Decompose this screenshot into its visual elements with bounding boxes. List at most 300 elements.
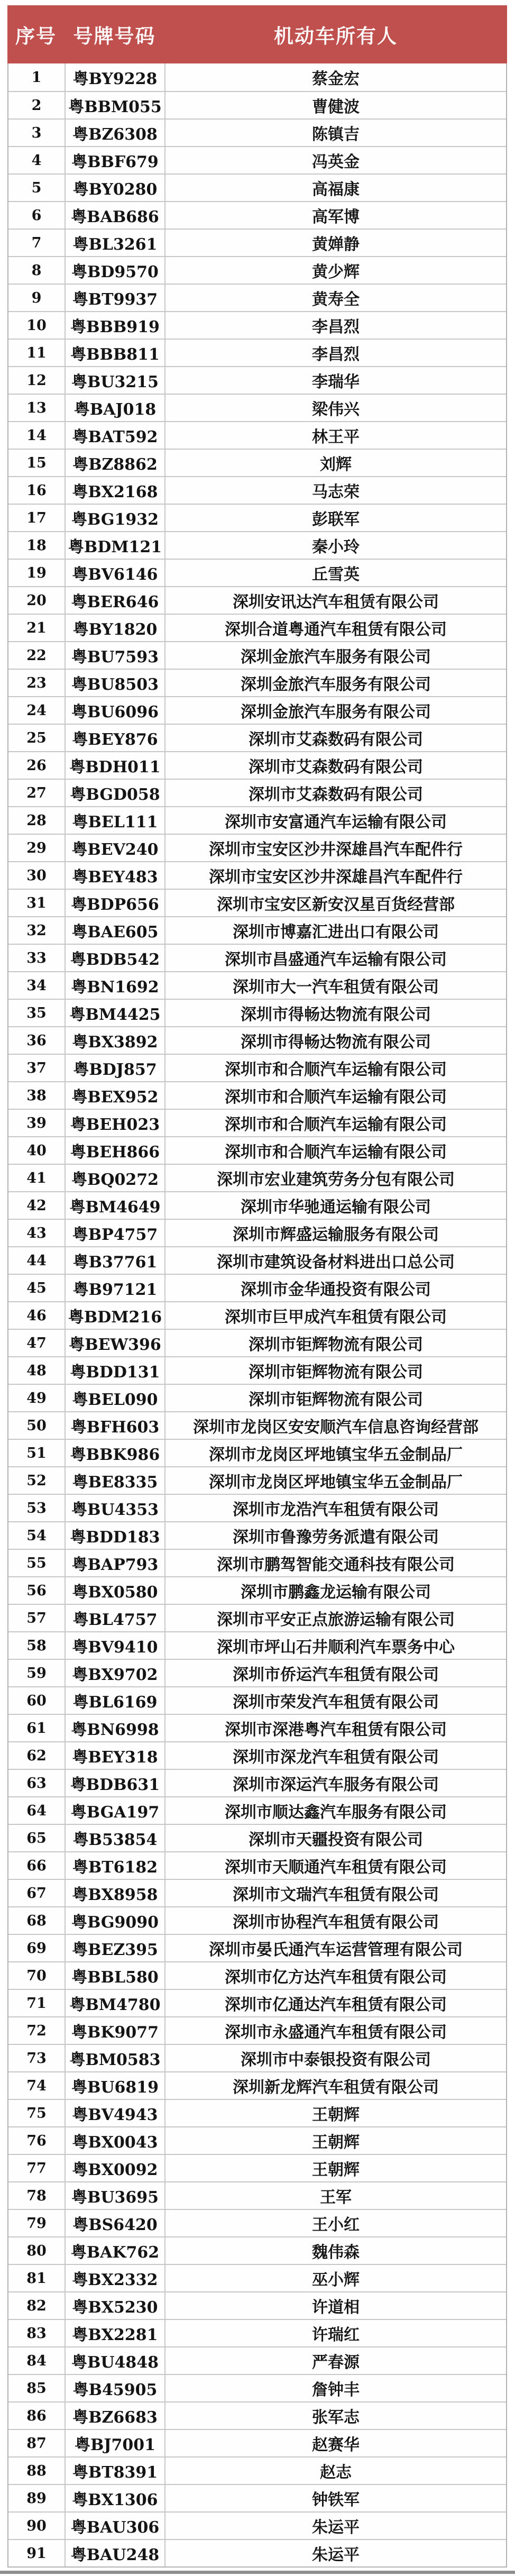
cell-plate: 粤BAK762 [66,2237,165,2264]
cell-serial: 67 [8,1880,66,1906]
table-row [8,2154,506,2181]
cell-plate: 粤BBM055 [66,92,165,118]
cell-serial: 28 [8,807,66,834]
cell-serial: 49 [8,1385,66,1411]
cell-plate: 粤BJ7001 [66,2430,165,2456]
cell-plate: 粤BDD183 [66,1522,165,1549]
table-row [8,2511,506,2539]
cell-serial: 1 [8,63,66,91]
cell-serial: 3 [8,120,66,146]
cell-plate: 粤B97121 [66,1275,165,1301]
cell-serial: 20 [8,587,66,614]
cell-serial: 72 [8,2017,66,2044]
cell-plate: 粤BD9570 [66,257,165,284]
cell-plate: 粤BP4757 [66,1220,165,1246]
cell-plate: 粤BX1306 [66,2485,165,2511]
table-row [8,586,506,614]
cell-plate: 粤B45905 [66,2375,165,2401]
cell-owner: 深圳市钜辉物流有限公司 [249,1336,423,1354]
cell-serial: 83 [8,2320,66,2346]
header-col-serial: 序号 [15,25,57,48]
cell-owner: 李昌烈 [312,318,360,336]
cell-serial: 54 [8,1522,66,1549]
table-row [8,394,506,421]
cell-owner: 深圳市晏氏通汽车运营管理有限公司 [209,1941,463,1959]
cell-owner: 许道相 [312,2298,360,2317]
cell-owner: 朱运平 [312,2546,360,2564]
cell-owner: 深圳市华驰通运输有限公司 [241,1198,431,1217]
cell-owner: 深圳市和合顺汽车运输有限公司 [225,1143,447,1162]
table-row [8,449,506,476]
cell-serial: 71 [8,1990,66,2016]
table-row [8,1604,506,1631]
cell-serial: 69 [8,1935,66,1961]
table-row [8,696,506,724]
cell-serial: 77 [8,2155,66,2181]
cell-plate: 粤BX3892 [66,1027,165,1054]
cell-serial: 61 [8,1715,66,1741]
cell-plate: 粤BX9702 [66,1660,165,1686]
table-row [8,559,506,586]
cell-serial: 81 [8,2265,66,2291]
cell-owner: 深圳市中泰银投资有限公司 [241,2051,431,2069]
cell-owner: 深圳市鹏驾智能交通科技有限公司 [217,1556,455,1574]
cell-plate: 粤BBF679 [66,147,165,173]
cell-owner: 冯英金 [312,153,360,171]
table-row [8,1906,506,1934]
cell-owner: 刘辉 [320,455,352,474]
cell-plate: 粤BS6420 [66,2210,165,2236]
cell-owner: 张军志 [312,2408,360,2427]
cell-serial: 84 [8,2347,66,2374]
cell-serial: 22 [8,642,66,669]
cell-plate: 粤BDM121 [66,532,165,559]
vehicle-owner-table [7,5,507,2568]
cell-owner: 马志荣 [312,483,360,501]
cell-serial: 29 [8,835,66,861]
table-row [8,1219,506,1246]
cell-serial: 86 [8,2403,66,2429]
cell-owner: 深圳市深运汽车服务有限公司 [233,1776,439,1794]
cell-serial: 51 [8,1440,66,1466]
cell-owner: 王朝辉 [312,2161,360,2179]
cell-owner: 蔡金宏 [312,70,360,88]
cell-serial: 44 [8,1247,66,1274]
table-row [8,1686,506,1714]
cell-owner: 深圳市宝安区新安汉星百货经营部 [217,896,455,914]
table-row [8,229,506,256]
cell-plate: 粤BDB631 [66,1770,165,1796]
cell-owner: 梁伟兴 [312,400,360,419]
cell-plate: 粤BEY318 [66,1742,165,1769]
cell-serial: 76 [8,2127,66,2154]
cell-owner: 王军 [320,2188,352,2207]
table-row [8,1081,506,1109]
cell-serial: 45 [8,1275,66,1301]
cell-owner: 深圳市辉盛运输服务有限公司 [233,1226,439,1244]
cell-serial: 16 [8,477,66,504]
cell-owner: 深圳市钜辉物流有限公司 [249,1391,423,1409]
cell-plate: 粤BBK986 [66,1440,165,1466]
header-col-owner: 机动车所有人 [274,25,398,48]
cell-serial: 58 [8,1632,66,1659]
table-row [8,366,506,394]
table-row [8,669,506,696]
cell-serial: 11 [8,340,66,366]
cell-serial: 7 [8,230,66,256]
cell-owner: 钟铁军 [312,2491,360,2509]
bottom-edge-strip [0,2571,515,2574]
table-row [8,1989,506,2016]
table-row [8,1659,506,1686]
table-row [8,1109,506,1136]
cell-plate: 粤BDB542 [66,945,165,971]
table-row [8,1246,506,1274]
table-row [8,2264,506,2291]
table-row [8,1054,506,1081]
cell-serial: 35 [8,1000,66,1026]
table-row [8,999,506,1026]
cell-serial: 10 [8,312,66,339]
cell-serial: 42 [8,1192,66,1219]
cell-owner: 深圳市龙浩汽车租赁有限公司 [233,1501,439,1519]
cell-owner: 深圳市得畅达物流有限公司 [241,1033,431,1052]
cell-serial: 8 [8,257,66,284]
cell-plate: 粤BX0043 [66,2127,165,2154]
cell-owner: 黄少辉 [312,263,360,281]
table-row [8,944,506,971]
table-row [8,421,506,449]
table-row [8,2374,506,2401]
cell-plate: 粤BAB686 [66,202,165,229]
cell-owner: 深圳市鲁豫劳务派遣有限公司 [233,1528,439,1547]
cell-plate: 粤BGA197 [66,1797,165,1824]
cell-plate: 粤BU4848 [66,2347,165,2374]
table-row [8,1301,506,1329]
cell-serial: 37 [8,1055,66,1081]
table-row [8,2099,506,2126]
table-row [8,2071,506,2099]
cell-serial: 68 [8,1907,66,1934]
cell-owner: 许瑞红 [312,2326,360,2344]
cell-plate: 粤BU6819 [66,2072,165,2099]
cell-serial: 13 [8,395,66,421]
cell-plate: 粤BX0092 [66,2155,165,2181]
table-row [8,2126,506,2154]
table-row [8,146,506,173]
cell-owner: 深圳市龙岗区坪地镇宝华五金制品厂 [209,1446,463,1464]
cell-plate: 粤BM4649 [66,1192,165,1219]
cell-owner: 深圳市亿方达汽车租赁有限公司 [225,1968,447,1987]
cell-serial: 40 [8,1137,66,1164]
cell-plate: 粤BY1820 [66,615,165,641]
cell-serial: 15 [8,450,66,476]
table-row [8,2401,506,2429]
cell-owner: 深圳市和合顺汽车运输有限公司 [225,1088,447,1107]
cell-owner: 王小红 [312,2216,360,2234]
cell-plate: 粤BU3215 [66,367,165,394]
table-row [8,1851,506,1879]
cell-serial: 78 [8,2182,66,2209]
cell-owner: 深圳市永盛通汽车租赁有限公司 [225,2023,447,2042]
cell-plate: 粤BL4757 [66,1605,165,1631]
cell-owner: 深圳市顺达鑫汽车服务有限公司 [225,1803,447,1822]
table-row [8,614,506,641]
cell-owner: 深圳市得畅达物流有限公司 [241,1006,431,1024]
cell-plate: 粤BG9090 [66,1907,165,1934]
cell-serial: 85 [8,2375,66,2401]
table-row [8,2484,506,2511]
cell-plate: 粤BN1692 [66,972,165,999]
table-row [8,2016,506,2044]
cell-owner: 李瑞华 [312,373,360,391]
cell-plate: 粤BX0580 [66,1577,165,1604]
cell-plate: 粤BBB919 [66,312,165,339]
cell-plate: 粤BDM216 [66,1302,165,1329]
cell-serial: 60 [8,1687,66,1714]
cell-plate: 粤BER646 [66,587,165,614]
table-row [8,834,506,861]
cell-plate: 粤BAE605 [66,917,165,944]
table-row [8,641,506,669]
table-row [8,971,506,999]
cell-serial: 48 [8,1357,66,1384]
cell-owner: 丘雪英 [312,565,360,584]
table-header [7,5,507,63]
cell-plate: 粤BM4780 [66,1990,165,2016]
cell-serial: 73 [8,2045,66,2071]
cell-owner: 高军博 [312,208,360,226]
cell-owner: 深圳市博嘉汇进出口有限公司 [233,923,439,942]
cell-owner: 深圳市荣发汽车租赁有限公司 [233,1693,439,1712]
cell-serial: 79 [8,2210,66,2236]
table-row [8,1136,506,1164]
cell-plate: 粤BL3261 [66,230,165,256]
cell-plate: 粤BU6096 [66,697,165,724]
cell-plate: 粤BX2332 [66,2265,165,2291]
cell-serial: 50 [8,1412,66,1439]
table-row [8,861,506,889]
cell-plate: 粤BEV240 [66,835,165,861]
cell-owner: 深圳市艾森数码有限公司 [249,785,423,804]
table-row [8,2181,506,2209]
cell-owner: 深圳市昌盛通汽车运输有限公司 [225,951,447,969]
cell-serial: 14 [8,422,66,449]
cell-owner: 深圳市安富通汽车运输有限公司 [225,813,447,832]
cell-owner: 深圳新龙辉汽车租赁有限公司 [233,2078,439,2097]
cell-owner: 深圳合道粤通汽车租赁有限公司 [225,620,447,639]
cell-serial: 25 [8,725,66,751]
table-row [8,1191,506,1219]
cell-owner: 深圳市巨甲成汽车租赁有限公司 [225,1308,447,1327]
header-col-plate: 号牌号码 [73,25,156,48]
cell-serial: 88 [8,2458,66,2484]
cell-owner: 陈镇吉 [312,125,360,144]
cell-serial: 30 [8,862,66,889]
cell-plate: 粤BGD058 [66,780,165,806]
table-row [8,256,506,284]
table-row [8,1879,506,1906]
cell-serial: 64 [8,1797,66,1824]
cell-serial: 21 [8,615,66,641]
cell-owner: 深圳市和合顺汽车运输有限公司 [225,1061,447,1079]
cell-owner: 深圳市深港粤汽车租赁有限公司 [225,1721,447,1739]
cell-owner: 严春源 [312,2353,360,2372]
cell-plate: 粤BU8503 [66,670,165,696]
table-row [8,339,506,366]
cell-owner: 深圳安讯达汽车租赁有限公司 [233,593,439,611]
table-row [8,1466,506,1494]
table-row [8,284,506,311]
cell-owner: 深圳市天疆投资有限公司 [249,1831,423,1849]
table-row [8,779,506,806]
cell-plate: 粤BEL111 [66,807,165,834]
cell-serial: 47 [8,1330,66,1356]
table-row [8,2236,506,2264]
cell-owner: 深圳市亿通达汽车租赁有限公司 [225,1996,447,2014]
cell-plate: 粤BAP793 [66,1550,165,1576]
cell-owner: 深圳金旅汽车服务有限公司 [241,675,431,694]
cell-plate: 粤BL6169 [66,1687,165,1714]
cell-plate: 粤BZ6308 [66,120,165,146]
cell-plate: 粤BEX952 [66,1082,165,1109]
table-row [8,1961,506,1989]
cell-owner: 王朝辉 [312,2106,360,2124]
cell-owner: 深圳市宝安区沙井深雄昌汽车配件行 [209,868,463,887]
table-row [8,1824,506,1851]
cell-serial: 17 [8,505,66,531]
table-row [8,1576,506,1604]
cell-owner: 深圳市文瑞汽车租赁有限公司 [233,1886,439,1904]
cell-serial: 56 [8,1577,66,1604]
cell-plate: 粤BV4943 [66,2100,165,2126]
cell-owner: 深圳市侨运汽车租赁有限公司 [233,1666,439,1684]
cell-plate: 粤BX8958 [66,1880,165,1906]
table-row [8,1521,506,1549]
cell-owner: 深圳金旅汽车服务有限公司 [241,648,431,666]
cell-plate: 粤BG1932 [66,505,165,531]
cell-owner: 曹健波 [312,98,360,116]
cell-serial: 6 [8,202,66,229]
cell-serial: 62 [8,1742,66,1769]
table-row [8,504,506,531]
cell-serial: 80 [8,2237,66,2264]
cell-owner: 深圳市天顺通汽车租赁有限公司 [225,1858,447,1877]
table-row [8,1494,506,1521]
cell-owner: 深圳市坪山石井顺利汽车票务中心 [217,1638,455,1657]
cell-serial: 5 [8,175,66,201]
cell-serial: 9 [8,285,66,311]
cell-owner: 黄寿全 [312,290,360,309]
cell-serial: 34 [8,972,66,999]
cell-plate: 粤BDP656 [66,890,165,916]
cell-plate: 粤BEH023 [66,1110,165,1136]
cell-owner: 深圳市金华通投资有限公司 [241,1281,431,1299]
cell-serial: 31 [8,890,66,916]
cell-plate: 粤B37761 [66,1247,165,1274]
table-row [8,201,506,229]
table-body [7,63,507,2568]
cell-serial: 63 [8,1770,66,1796]
cell-plate: 粤BAJ018 [66,395,165,421]
table-row [8,1631,506,1659]
cell-owner: 深圳市宏业建筑劳务分包有限公司 [217,1171,455,1189]
table-row [8,2319,506,2346]
cell-serial: 43 [8,1220,66,1246]
cell-owner: 深圳市平安正点旅游运输有限公司 [217,1611,455,1629]
table-row [8,2456,506,2484]
table-row [8,1796,506,1824]
cell-plate: 粤BT6182 [66,1852,165,1879]
cell-owner: 赵志 [320,2463,352,2482]
cell-owner: 深圳市鹏鑫龙运输有限公司 [241,1583,431,1602]
cell-plate: 粤BX5230 [66,2292,165,2319]
cell-plate: 粤BDD131 [66,1357,165,1384]
cell-owner: 深圳市艾森数码有限公司 [249,730,423,749]
cell-serial: 90 [8,2513,66,2539]
cell-serial: 46 [8,1302,66,1329]
cell-owner: 朱运平 [312,2518,360,2537]
table-row [8,476,506,504]
cell-plate: 粤BU4353 [66,1495,165,1521]
table-row [8,63,506,91]
cell-owner: 黄婵静 [312,235,360,254]
cell-plate: 粤BY0280 [66,175,165,201]
cell-plate: 粤BZ8862 [66,450,165,476]
cell-owner: 魏伟森 [312,2243,360,2262]
cell-plate: 粤BBB811 [66,340,165,366]
cell-owner: 巫小辉 [312,2271,360,2289]
cell-owner: 李昌烈 [312,345,360,364]
table-row [8,2539,506,2566]
table-row [8,1274,506,1301]
cell-plate: 粤B53854 [66,1825,165,1851]
cell-owner: 深圳市大一汽车租赁有限公司 [233,978,439,997]
cell-plate: 粤BQ0272 [66,1165,165,1191]
table-row [8,724,506,751]
cell-serial: 55 [8,1550,66,1576]
table-row [8,916,506,944]
cell-plate: 粤BAU306 [66,2513,165,2539]
table-row [8,806,506,834]
table-row [8,91,506,118]
cell-serial: 26 [8,752,66,779]
table-row [8,311,506,339]
cell-owner: 詹钟丰 [312,2381,360,2399]
cell-serial: 18 [8,532,66,559]
cell-plate: 粤BEY876 [66,725,165,751]
cell-owner: 深圳市和合顺汽车运输有限公司 [225,1116,447,1134]
table-row [8,2346,506,2374]
cell-serial: 38 [8,1082,66,1109]
cell-plate: 粤BFH603 [66,1412,165,1439]
table-row [8,1934,506,1961]
cell-plate: 粤BT9937 [66,285,165,311]
table-row [8,531,506,559]
cell-serial: 53 [8,1495,66,1521]
cell-serial: 23 [8,670,66,696]
cell-serial: 12 [8,367,66,394]
cell-serial: 57 [8,1605,66,1631]
cell-serial: 59 [8,1660,66,1686]
cell-serial: 41 [8,1165,66,1191]
table-row [8,1714,506,1741]
cell-owner: 深圳市协程汽车租赁有限公司 [233,1913,439,1932]
cell-owner: 高福康 [312,180,360,199]
cell-serial: 74 [8,2072,66,2099]
cell-plate: 粤BY9228 [66,63,165,91]
cell-plate: 粤BX2168 [66,477,165,504]
